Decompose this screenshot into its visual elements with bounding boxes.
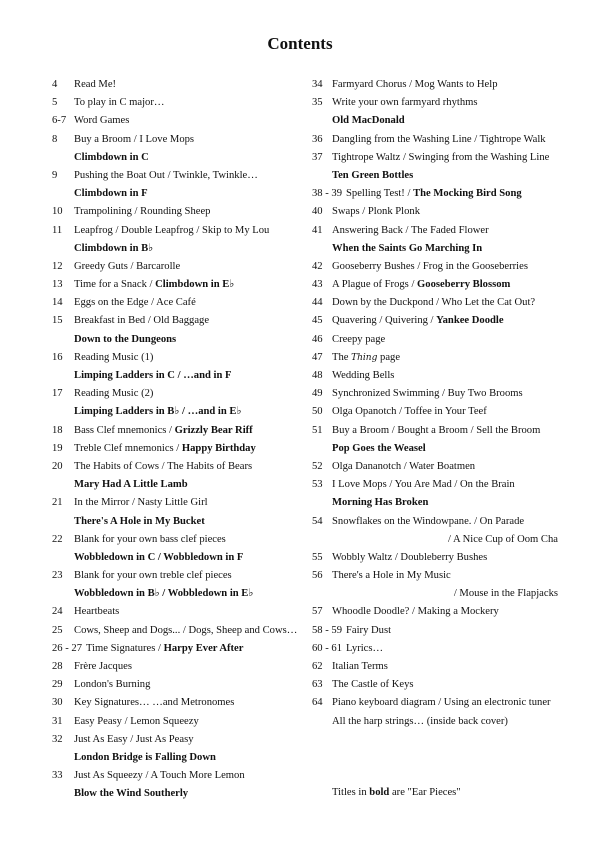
page-number: 19: [52, 442, 63, 454]
contents-entry: [312, 276, 592, 294]
contents-entry: [52, 94, 314, 112]
entry-title: / A Nice Cup of Oom Cha: [447, 533, 558, 545]
ear-piece-title: London Bridge is Falling Down: [74, 751, 216, 763]
contents-entry: [52, 785, 314, 803]
page-number: 18: [52, 424, 63, 436]
page-number: 60 - 61: [312, 642, 343, 654]
contents-entry: [52, 476, 314, 494]
contents-entry: [312, 76, 592, 94]
ear-piece-title: Harpy Ever After: [163, 642, 244, 654]
page-number: 37: [312, 151, 323, 163]
contents-entry: [52, 149, 314, 167]
page-number: 29: [52, 679, 63, 691]
contents-entry: [52, 422, 314, 440]
page-number: 58 - 59: [312, 624, 343, 636]
page-number: 55: [312, 551, 323, 563]
contents-entry: [52, 567, 314, 585]
contents-entry: [312, 494, 592, 512]
ear-piece-title: Grizzly Bear Riff: [174, 424, 253, 436]
contents-entry: [52, 403, 314, 421]
entry-title: Heartbeats: [74, 606, 120, 618]
contents-entry: [312, 149, 592, 167]
contents-entry: [312, 440, 592, 458]
entry-title: Treble Clef mnemonics /: [74, 442, 182, 454]
entry-title: Olga Dananotch / Water Boatmen: [332, 460, 476, 472]
entry-title: Snowflakes on the Windowpane. / On Parade: [332, 515, 525, 527]
ear-piece-title: Old MacDonald: [332, 115, 405, 127]
page-number: 45: [312, 315, 323, 327]
entry-title: The Castle of Keys: [332, 679, 414, 691]
page-number: 34: [312, 79, 323, 90]
entry-title: Cows, Sheep and Dogs... / Dogs, Sheep and Cows…: [74, 624, 298, 636]
contents-entry: [312, 640, 592, 658]
ear-piece-title: Limping Ladders in C / …and in F: [74, 370, 232, 381]
entry-title: Quavering / Quivering /: [332, 315, 437, 327]
entry-title: Eggs on the Edge / Ace Café: [74, 297, 196, 309]
page-number: 64: [312, 697, 323, 709]
ear-piece-title: Happy Birthday: [181, 442, 256, 454]
entry-title: Write your own farmyard rhythms: [332, 97, 478, 109]
ear-piece-title: When the Saints Go Marching In: [332, 242, 483, 254]
page-number: 63: [312, 679, 323, 691]
entry-title: Swaps / Plonk Plonk: [332, 206, 421, 218]
page-number: 53: [312, 479, 323, 491]
contents-entry: [52, 76, 314, 94]
entry-title: Blank for your own bass clef pieces: [74, 533, 226, 545]
entry-title: The: [332, 351, 352, 363]
page-number: 49: [312, 388, 323, 400]
entry-title: Buy a Broom / Bought a Broom / Sell the Broom: [332, 424, 541, 436]
entry-title: Just As Squeezy / A Touch More Lemon: [74, 770, 245, 782]
entry-title: Reading Music (2): [74, 388, 154, 400]
page-number: 48: [312, 370, 323, 381]
contents-entry: [312, 531, 592, 549]
page-number: 46: [312, 333, 323, 345]
contents-entry: [52, 294, 314, 312]
contents-entry: [312, 294, 592, 312]
entry-title: Creepy page: [332, 333, 386, 345]
contents-entry: [52, 312, 314, 330]
contents-entry: [312, 567, 592, 585]
ear-piece-title: Wobbledown in B♭ / Wobbledown in E♭: [74, 588, 254, 600]
entry-title: A Plague of Frogs /: [332, 279, 418, 291]
entry-title: Buy a Broom / I Love Mops: [74, 133, 195, 145]
contents-entry: [312, 203, 592, 221]
page-number: 43: [312, 279, 323, 291]
contents-entry: [312, 240, 592, 258]
page-number: 8: [52, 133, 58, 145]
contents-entry: [312, 131, 592, 149]
contents-entry: [52, 694, 314, 712]
entry-title: To play in C major…: [74, 97, 165, 109]
footnote-pre: Titles in: [332, 787, 370, 798]
ear-piece-title: Climbdown in E♭: [155, 279, 235, 291]
contents-entry: [52, 494, 314, 512]
page-number: 23: [52, 570, 63, 582]
contents-entry: [312, 112, 592, 130]
contents-entry: [52, 603, 314, 621]
entry-title: Bass Clef mnemonics /: [74, 424, 175, 436]
entry-title: There's a Hole in My Music: [332, 570, 451, 582]
entry-title: Time for a Snack /: [74, 279, 156, 291]
entry-title: Easy Peasy / Lemon Squeezy: [74, 715, 199, 727]
contents-entry: [312, 367, 592, 385]
contents-entry: [52, 276, 314, 294]
contents-entry: [52, 367, 314, 385]
contents-entry: [312, 585, 592, 603]
page-number: 51: [312, 424, 323, 436]
footnote-post: are "Ear Pieces": [389, 787, 461, 798]
entry-title: Leapfrog / Double Leapfrog / Skip to My Lou: [74, 224, 270, 236]
entry-title: Spelling Test! /: [346, 188, 414, 200]
contents-entry: [312, 167, 592, 185]
ear-piece-title: Limping Ladders in B♭ / …and in E♭: [74, 406, 242, 418]
entry-title: Trampolining / Rounding Sheep: [74, 206, 211, 218]
page-number: 30: [52, 697, 63, 709]
contents-entry: [52, 240, 314, 258]
contents-entry: [312, 549, 592, 567]
page-number: 21: [52, 497, 63, 509]
ear-piece-title: Gooseberry Blossom: [417, 279, 511, 291]
page-number: 13: [52, 279, 63, 291]
contents-entry: [312, 312, 592, 330]
contents-entry: [52, 676, 314, 694]
contents-entry: [52, 585, 314, 603]
contents-entry: [312, 694, 592, 712]
page-number: 12: [52, 260, 63, 272]
contents-entry: [312, 403, 592, 421]
entry-title: Fairy Dust: [346, 624, 392, 636]
contents-entry: [52, 640, 314, 658]
ear-piece-title: There's A Hole in My Bucket: [74, 515, 205, 527]
contents-entry: [52, 658, 314, 676]
ear-piece-title: Climbdown in B♭: [74, 242, 154, 254]
entry-title: Farmyard Chorus / Mog Wants to Help: [332, 79, 498, 90]
contents-entry: [52, 258, 314, 276]
page-number: 54: [312, 515, 323, 527]
page-number: 10: [52, 206, 63, 218]
page-number: 28: [52, 661, 63, 672]
entry-title: London's Burning: [74, 679, 151, 691]
contents-entry: [312, 349, 592, 367]
entry-title: Synchronized Swimming / Buy Two Brooms: [332, 388, 523, 400]
ear-piece-title: Climbdown in C: [74, 151, 149, 163]
entry-title: Key Signatures… …and Metronomes: [74, 697, 235, 709]
page-number: 32: [52, 733, 63, 745]
page-number: 26 - 27: [52, 642, 83, 654]
entry-title: Whoodle Doodle? / Making a Mockery: [332, 606, 499, 618]
entry-title: Piano keyboard diagram / Using an electronic tuner: [332, 697, 551, 709]
page-number: 14: [52, 297, 63, 309]
contents-entry: [52, 385, 314, 403]
contents-entry: [312, 476, 592, 494]
page-number: 4: [52, 79, 58, 90]
entry-title: Answering Back / The Faded Flower: [332, 224, 489, 236]
entry-title: Tightrope Waltz / Swinging from the Washing Line: [332, 151, 550, 163]
entry-title: Wobbly Waltz / Doubleberry Bushes: [332, 551, 488, 563]
contents-entry: [312, 331, 592, 349]
contents-entry: [52, 622, 314, 640]
contents-entry: [52, 185, 314, 203]
page-number: 16: [52, 351, 63, 363]
contents-entry: [52, 131, 314, 149]
page-number: 11: [52, 224, 63, 236]
entry-title: Lyrics…: [346, 642, 384, 654]
contents-entry: [52, 349, 314, 367]
ear-piece-title: Down to the Dungeons: [74, 333, 177, 345]
entry-title: Pushing the Boat Out / Twinkle, Twinkle…: [74, 169, 258, 181]
page-number: 6-7: [52, 115, 67, 127]
footnote: [332, 787, 461, 798]
entry-title: Down by the Duckpond / Who Let the Cat Out?: [332, 297, 536, 309]
contents-entry: [52, 440, 314, 458]
contents-entry: [52, 513, 314, 531]
ear-piece-title: Blow the Wind Southerly: [74, 788, 189, 800]
page-number: 17: [52, 388, 63, 400]
page-number: 15: [52, 315, 63, 327]
contents-column-right: [312, 76, 592, 731]
ear-piece-title: The Mocking Bird Song: [413, 188, 522, 200]
page-number: 41: [312, 224, 323, 236]
contents-entry: [52, 549, 314, 567]
contents-entry: [312, 258, 592, 276]
entry-title: Just As Easy / Just As Peasy: [74, 733, 194, 745]
page-number: 50: [312, 406, 323, 418]
page-number: 22: [52, 533, 63, 545]
contents-entry: [52, 112, 314, 130]
ear-piece-title: Mary Had A Little Lamb: [74, 479, 188, 491]
entry-title: Italian Terms: [332, 661, 388, 672]
contents-entry: [312, 513, 592, 531]
contents-column-left: [52, 76, 314, 804]
entry-title: Olga Opanotch / Toffee in Your Teef: [332, 406, 487, 418]
contents-entry: [312, 422, 592, 440]
page-number: 31: [52, 715, 63, 727]
page-number: 52: [312, 460, 323, 472]
contents-entry: [312, 658, 592, 676]
page-number: 56: [312, 570, 323, 582]
ear-piece-title: Wobbledown in C / Wobbledown in F: [74, 551, 244, 563]
entry-title: Frère Jacques: [74, 661, 132, 672]
contents-entry: [312, 713, 592, 731]
ear-piece-title: Pop Goes the Weasel: [332, 442, 426, 454]
contents-entry: [52, 458, 314, 476]
page-number: 40: [312, 206, 323, 218]
page-number: 38 - 39: [312, 188, 343, 200]
entry-title: All the harp strings… (inside back cover): [332, 715, 508, 727]
contents-entry: [52, 167, 314, 185]
entry-title: I Love Mops / You Are Mad / On the Brain: [332, 479, 515, 491]
script-word: Thing: [351, 352, 378, 363]
entry-title: / Mouse in the Flapjacks: [453, 588, 558, 600]
entry-title: Wedding Bells: [332, 370, 395, 381]
page-number: 47: [312, 351, 323, 363]
contents-entry: [52, 767, 314, 785]
page-number: 25: [52, 624, 63, 636]
entry-title: Reading Music (1): [74, 351, 154, 363]
page-number: 33: [52, 770, 63, 782]
contents-entry: [52, 222, 314, 240]
contents-entry: [312, 222, 592, 240]
ear-piece-title: Ten Green Bottles: [332, 169, 414, 181]
ear-piece-title: Morning Has Broken: [332, 497, 429, 509]
ear-piece-title: Climbdown in F: [74, 188, 148, 200]
entry-title: Greedy Guts / Barcarolle: [74, 260, 181, 272]
ear-piece-title: Yankee Doodle: [436, 315, 504, 327]
entry-title: Blank for your own treble clef pieces: [74, 570, 232, 582]
footnote-bold: bold: [369, 787, 390, 798]
page-number: 9: [52, 169, 58, 181]
page-number: 62: [312, 661, 323, 672]
contents-entry: [312, 185, 592, 203]
entry-title: Read Me!: [74, 79, 117, 90]
page-number: 35: [312, 97, 323, 109]
entry-title: Breakfast in Bed / Old Baggage: [74, 315, 210, 327]
page-number: 20: [52, 460, 63, 472]
page-number: 24: [52, 606, 63, 618]
page-number: 42: [312, 260, 323, 272]
contents-entry: [52, 713, 314, 731]
contents-entry: [52, 531, 314, 549]
entry-title: Word Games: [74, 115, 130, 127]
page-title: Contents: [267, 34, 333, 53]
page-number: 36: [312, 133, 323, 145]
contents-entry: [312, 676, 592, 694]
entry-title-rest: page: [377, 351, 401, 363]
contents-entry: [52, 731, 314, 749]
entry-title: In the Mirror / Nasty Little Girl: [74, 497, 208, 509]
contents-entry: [52, 749, 314, 767]
contents-entry: [52, 203, 314, 221]
contents-entry: [312, 603, 592, 621]
contents-entry: [52, 331, 314, 349]
entry-title: Time Signatures /: [86, 642, 164, 654]
contents-entry: [312, 622, 592, 640]
page-number: 5: [52, 97, 58, 109]
contents-entry: [312, 458, 592, 476]
contents-entry: [312, 385, 592, 403]
contents-entry: [312, 94, 592, 112]
page-number: 44: [312, 297, 323, 309]
page-number: 57: [312, 606, 323, 618]
entry-title: Dangling from the Washing Line / Tightrope Walk: [332, 133, 546, 145]
entry-title: The Habits of Cows / The Habits of Bears: [74, 460, 253, 472]
entry-title: Gooseberry Bushes / Frog in the Gooseberries: [332, 260, 528, 272]
